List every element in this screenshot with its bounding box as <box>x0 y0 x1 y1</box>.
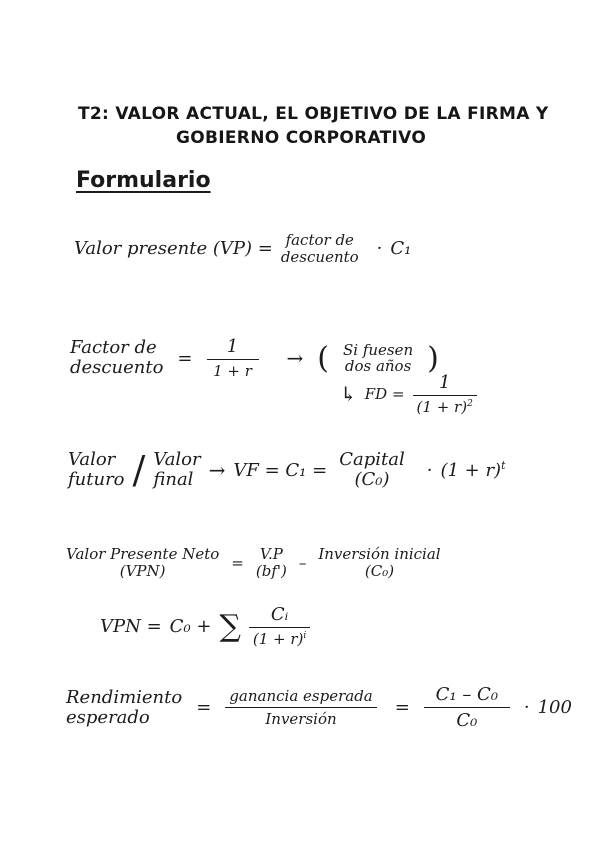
open-bracket: ( <box>317 340 329 376</box>
vpn-term-investment-top: Inversión inicial <box>318 545 441 563</box>
fd-label-top: Factor de <box>70 337 157 359</box>
fd-note-top: Si fuesen <box>342 340 414 359</box>
vpn-sum-fraction <box>249 604 310 648</box>
vpn-label-top: Valor Presente Neto <box>66 545 220 563</box>
vpn-label <box>66 546 219 579</box>
rend-denominator-1: Inversión <box>265 710 337 729</box>
fd-two-numerator: 1 <box>438 372 451 393</box>
vf-slash: / <box>132 448 146 492</box>
vpn-term-vp-bottom: (bf') <box>255 561 287 580</box>
rend-equals-2: = <box>394 697 410 719</box>
rend-fraction-1 <box>225 687 376 728</box>
title-line-1: T2: VALOR ACTUAL, EL OBJETIVO DE LA FIRMA Y <box>78 104 549 124</box>
fd-two-label: FD = <box>364 385 405 404</box>
vf-factor <box>440 459 505 481</box>
vp-formula <box>74 232 411 265</box>
vf-factor-exp: t <box>501 459 506 472</box>
vf-capital <box>339 450 405 490</box>
fd-two-years <box>340 372 477 416</box>
vpn-minus: – <box>298 553 307 572</box>
rend-denominator-2: C₀ <box>456 710 478 732</box>
vpn-term-investment <box>318 546 440 579</box>
fd-equals: = <box>177 347 193 369</box>
rend-equals-1: = <box>196 697 212 719</box>
vpn-label-bottom: (VPN) <box>119 561 166 580</box>
fd-label <box>70 338 163 378</box>
rend-fraction-2 <box>424 684 510 731</box>
fd-label-bottom: descuento <box>70 357 164 379</box>
rend-numerator-2: C₁ – C₀ <box>435 684 499 705</box>
vp-c1: C₁ <box>390 238 412 259</box>
vf-capital-top: Capital <box>339 449 405 471</box>
fd-two-den-base: (1 + r) <box>416 398 468 417</box>
rend-hundred: 100 <box>537 697 572 719</box>
vpn-term-vp <box>256 546 287 579</box>
vpn-sum-numerator: Cᵢ <box>270 604 289 625</box>
right-arrow-icon: → <box>208 458 226 482</box>
vf-formula <box>68 448 505 492</box>
vp-times: · <box>376 238 383 259</box>
vf-dot: · <box>426 459 433 481</box>
sigma-icon: ∑ <box>219 608 241 644</box>
vf-label-future-bottom: futuro <box>68 469 125 490</box>
fd-denominator: 1 + r <box>213 362 252 381</box>
fd-numerator: 1 <box>226 336 239 357</box>
fd-fraction <box>207 336 259 380</box>
vf-label-future <box>68 450 125 490</box>
vf-label-future-top: Valor <box>68 449 116 471</box>
vp-label: Valor presente (VP) = <box>74 238 273 259</box>
rend-numerator-1: ganancia esperada <box>229 687 373 705</box>
vf-label-final <box>153 450 200 490</box>
rend-label <box>66 688 182 728</box>
vpn-sum-denominator <box>249 628 310 648</box>
rend-formula <box>66 684 572 731</box>
right-arrow-icon: → <box>286 346 304 371</box>
vpn-formula <box>100 604 310 648</box>
vp-factor-bottom: descuento <box>280 247 359 266</box>
fd-two-denominator <box>413 396 477 416</box>
rend-times: · <box>523 697 530 719</box>
fd-note <box>343 342 413 375</box>
rend-label-bottom: esperado <box>66 706 150 728</box>
title-line-2: GOBIERNO CORPORATIVO <box>176 128 427 148</box>
vpn-definition <box>66 546 441 579</box>
fd-note-bottom: dos años <box>344 357 412 376</box>
vpn-equals: = <box>231 553 244 572</box>
vpn-sum-den-base: (1 + r) <box>252 630 304 649</box>
rend-label-top: Rendimiento <box>66 686 183 708</box>
vf-label-final-bottom: final <box>153 469 194 490</box>
fd-two-den-exp: 2 <box>467 399 473 410</box>
section-heading: Formulario <box>76 168 211 193</box>
vpn-formula-c0: C₀ + <box>169 615 212 637</box>
close-bracket: ) <box>427 340 439 376</box>
vpn-term-vp-top: V.P <box>259 545 283 563</box>
vp-factor-top: factor de <box>285 231 354 249</box>
vpn-term-investment-bottom: (C₀) <box>364 561 395 580</box>
fd-two-fraction <box>413 372 477 416</box>
vf-factor-base: (1 + r) <box>440 460 502 481</box>
vpn-sum-den-exp: i <box>303 631 307 642</box>
branch-arrow-icon: ↳ <box>340 382 357 407</box>
vf-label-final-top: Valor <box>153 449 201 471</box>
vf-lhs: VF = C₁ = <box>233 459 328 481</box>
vf-capital-bottom: (C₀) <box>354 469 390 490</box>
vp-discount-factor <box>281 232 359 265</box>
vpn-formula-lhs: VPN = <box>100 615 162 637</box>
